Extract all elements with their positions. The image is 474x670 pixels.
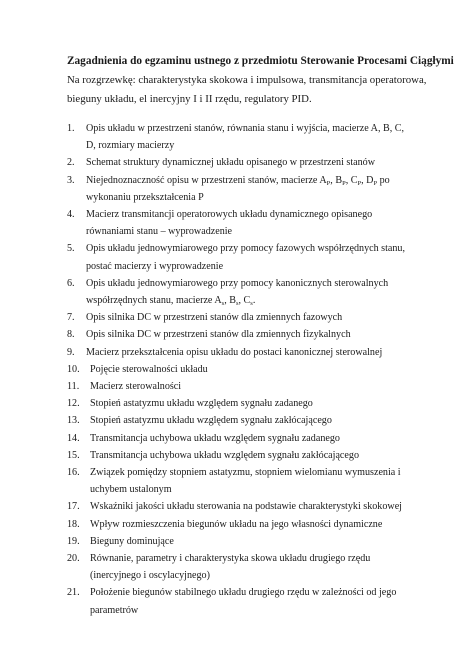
- item-number: 15.: [67, 449, 80, 461]
- list-item: [67, 550, 412, 584]
- item-number: 6.: [67, 277, 75, 289]
- list-item: [67, 172, 412, 206]
- item-number: 4.: [67, 209, 75, 221]
- list-item: [67, 154, 412, 171]
- item-text: Niejednoznaczność opisu w przestrzeni stanów, macierze $A_P$, $B_P$, $C_P$, $D_P$ po wykonaniu przekształcenia P: [86, 174, 390, 203]
- list-item: [67, 326, 412, 343]
- item-text: Macierz sterowalności: [90, 381, 182, 393]
- list-item: [67, 240, 412, 274]
- list-item: [67, 120, 412, 154]
- item-number: 16.: [67, 467, 80, 479]
- list-item: [67, 395, 412, 412]
- item-number: 3.: [67, 174, 75, 186]
- item-text: Położenie biegunów stabilnego układu drugiego rzędu w zależności od jego parametrów: [90, 587, 397, 616]
- item-text: Stopień astatyzmu układu względem sygnału zadanego: [90, 398, 313, 410]
- list-item: [67, 309, 412, 326]
- item-number: 20.: [67, 553, 80, 565]
- item-number: 9.: [67, 346, 75, 358]
- item-number: 18.: [67, 518, 80, 530]
- item-text: Opis układu jednowymiarowego przy pomocy fazowych współrzędnych stanu, postać macierzy i wyprowadzenie: [86, 243, 405, 272]
- item-number: 12.: [67, 398, 80, 410]
- list-item: [67, 498, 412, 515]
- item-text: Wskaźniki jakości układu sterowania na podstawie charakterystyki skokowej: [90, 501, 402, 513]
- item-text: Opis silnika DC w przestrzeni stanów dla zmiennych fazowych: [86, 312, 343, 324]
- list-item: [67, 412, 412, 429]
- item-text: Schemat struktury dynamicznej układu opisanego w przestrzeni stanów: [86, 157, 375, 169]
- item-number: 8.: [67, 329, 75, 341]
- item-number: 14.: [67, 432, 80, 444]
- item-number: 2.: [67, 157, 75, 169]
- list-item: [67, 344, 412, 361]
- item-text: Macierz przekształcenia opisu układu do postaci kanonicznej sterowalnej: [86, 346, 383, 358]
- list-item: [67, 430, 412, 447]
- item-number: 19.: [67, 535, 80, 547]
- item-number: 1.: [67, 123, 75, 134]
- item-text: Transmitancja uchybowa układu względem sygnału zakłócającego: [90, 449, 359, 461]
- item-number: 21.: [67, 587, 80, 599]
- list-item: [67, 516, 412, 533]
- list-item: [67, 533, 412, 550]
- list-item: [67, 584, 412, 618]
- item-text: Związek pomiędzy stopniem astatyzmu, stopniem wielomianu wymuszenia i uchybem ustalonym: [90, 467, 401, 496]
- item-number: 17.: [67, 501, 80, 513]
- item-text: Pojęcie sterowalności układu: [90, 363, 208, 375]
- item-number: 11.: [67, 381, 80, 393]
- list-item: [67, 464, 412, 498]
- item-text: Macierz transmitancji operatorowych układu dynamicznego opisanego równaniami stanu – wyprowadzenie: [86, 209, 373, 238]
- document-title: Zagadnienia do egzaminu ustnego z przedmiotu Sterowanie Procesami Ciągłymi: [67, 55, 454, 67]
- item-text: Opis układu w przestrzeni stanów, równania stanu i wyjścia, macierze A, B, C, D, rozmiary macierzy: [86, 123, 405, 152]
- item-text: Opis silnika DC w przestrzeni stanów dla zmiennych fizykalnych: [86, 329, 351, 341]
- item-number: 13.: [67, 415, 80, 427]
- list-item: [67, 378, 412, 395]
- list-item: [67, 447, 412, 464]
- list-item: [67, 206, 412, 240]
- item-text: Stopień astatyzmu układu względem sygnału zakłócającego: [90, 415, 332, 427]
- list-item: [67, 361, 412, 378]
- item-text: Opis układu jednowymiarowego przy pomocy kanonicznych sterowalnych współrzędnych stanu, macierze $A_s$, $B_s$, $C_s$.: [86, 277, 389, 308]
- item-text: Bieguny dominujące: [90, 535, 174, 547]
- item-text: Transmitancja uchybowa układu względem sygnału zadanego: [90, 432, 340, 444]
- item-text: Równanie, parametry i charakterystyka skowa układu drugiego rzędu (inercyjnego i oscylacyjnego): [90, 553, 371, 582]
- warmup-paragraph: Na rozgrzewkę: charakterystyka skokowa i impulsowa, transmitancja operatorowa, bieguny układu, el inercyjny I i II rzędu, regulatory PID.: [67, 74, 427, 105]
- exam-topics-list: [67, 120, 412, 619]
- item-number: 10.: [67, 363, 80, 375]
- item-number: 5.: [67, 243, 75, 255]
- item-text: Wpływ rozmieszczenia biegunów układu na jego własności dynamiczne: [90, 518, 383, 530]
- item-number: 7.: [67, 312, 75, 324]
- list-item: [67, 275, 412, 309]
